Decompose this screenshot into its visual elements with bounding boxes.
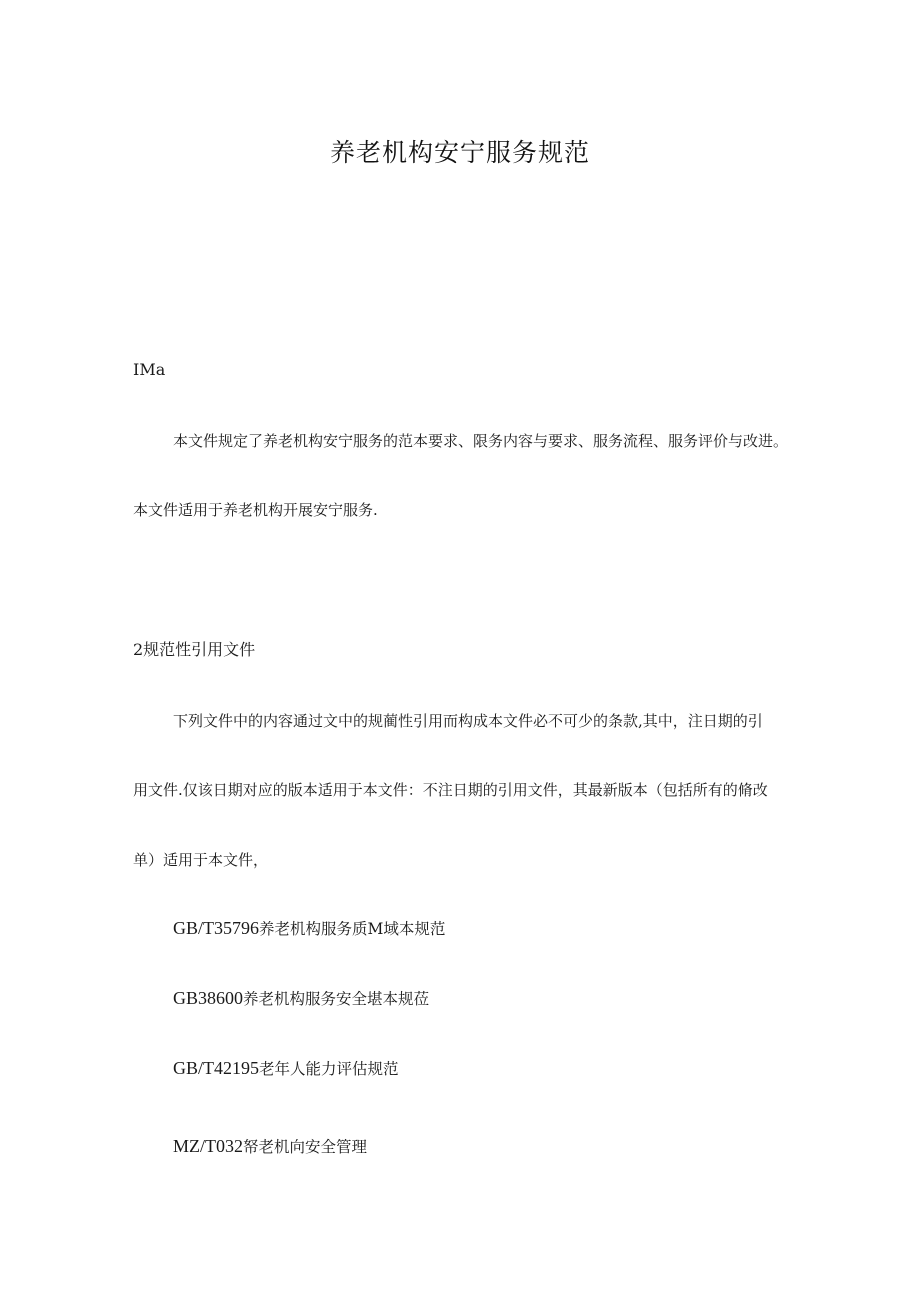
- section-2-paragraph-line-3: 单）适用于本文件，: [133, 851, 269, 869]
- reference-code: MZ/T032: [173, 1136, 243, 1156]
- section-1-paragraph-2: 本文件适用于养老机构开展安宁服务.: [133, 501, 378, 519]
- section-1-heading: IMa: [133, 360, 166, 379]
- reference-title: 养老机构服务安全堪本规莅: [243, 990, 430, 1008]
- section-1-paragraph-1: 本文件规定了养老机构安宁服务的范本要求、限务内容与要求、服务流程、服务评价与改进。: [173, 432, 789, 450]
- section-2-paragraph-line-1: 下列文件中的内容通过文中的规蔺性引用而构成本文件必不可少的条款,其中，注日期的引: [173, 712, 763, 730]
- reference-code: GB/T42195: [173, 1058, 260, 1078]
- reference-title: 老年人能力评估规范: [259, 1060, 399, 1078]
- document-title: 养老机构安宁服务规范: [329, 138, 590, 167]
- reference-item: [173, 1058, 399, 1079]
- reference-item: [173, 988, 429, 1009]
- reference-item: [173, 1136, 367, 1157]
- reference-title: 养老机构服务质M域本规范: [259, 920, 446, 938]
- reference-code: GB/T35796: [173, 918, 260, 938]
- reference-code: GB38600: [173, 988, 244, 1008]
- section-2-heading: 2规范性引用文件: [133, 640, 256, 659]
- reference-item: [173, 918, 445, 939]
- reference-title: 帑老机向安全管理: [243, 1138, 368, 1156]
- section-2-paragraph-line-2: 用文件.仅该日期对应的版本适用于本文件：不注日期的引用文件，其最新版本（包括所有的脩改: [133, 781, 768, 799]
